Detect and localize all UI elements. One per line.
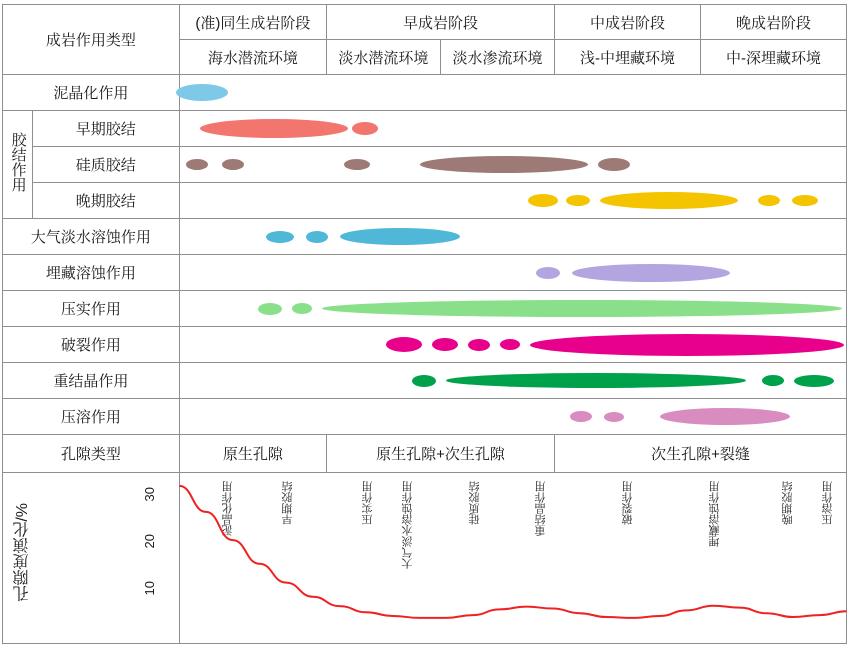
stage-header-3: 晚成岩阶段 [700,5,846,40]
row-label-3: 晚期胶结 [32,183,179,219]
chart-ytick: 30 [141,486,157,502]
chart-event-label: 破裂作用 [622,481,635,525]
row-label-6: 压实作用 [3,291,180,327]
stage-header-2: 中成岩阶段 [555,5,701,40]
chart-event-label: 早期胶结 [281,481,294,525]
stage-header-1: 早成岩阶段 [326,5,554,40]
chart-ytick: 20 [141,533,157,549]
pore-type-cell-0: 原生孔隙 [179,435,326,473]
row-label-4: 大气淡水溶蚀作用 [3,219,180,255]
environment-header-3: 浅-中埋藏环境 [555,40,701,75]
chart-event-label: 压实作用 [361,481,374,525]
chart-event-label: 泥晶化作用 [221,481,234,536]
row-label-1: 早期胶结 [32,111,179,147]
stage-header-0: (准)同生成岩阶段 [179,5,326,40]
chart-ylabel: 孔隙度演化/% [14,503,31,602]
pore-type-label: 孔隙类型 [3,435,180,473]
environment-header-1: 淡水潜流环境 [326,40,440,75]
row-label-2: 硅质胶结 [32,147,179,183]
chart-event-label: 重结晶作用 [535,481,548,536]
environment-header-4: 中-深埋藏环境 [700,40,846,75]
row-label-8: 重结晶作用 [3,363,180,399]
chart-ytick: 10 [141,580,157,596]
row-label-0: 泥晶化作用 [3,75,180,111]
chart-event-label: 硅质胶结 [468,481,481,525]
chart-event-label: 晚期胶结 [782,481,795,525]
chart-event-label: 埋藏溶蚀作用 [708,481,721,547]
chart-event-label: 压溶作用 [822,481,835,525]
row-label-7: 破裂作用 [3,327,180,363]
pore-type-cell-2: 次生孔隙+裂缝 [555,435,847,473]
group-label-cement: 胶结作用 [3,111,33,219]
row-label-header: 成岩作用类型 [3,5,180,75]
environment-header-0: 海水潜流环境 [179,40,326,75]
pore-type-cell-1: 原生孔隙+次生孔隙 [326,435,554,473]
row-label-5: 埋藏溶蚀作用 [3,255,180,291]
row-label-9: 压溶作用 [3,399,180,435]
chart-event-label: 大气淡水溶蚀作用 [401,481,414,569]
porosity-curve [179,486,846,618]
environment-header-2: 淡水渗流环境 [440,40,554,75]
